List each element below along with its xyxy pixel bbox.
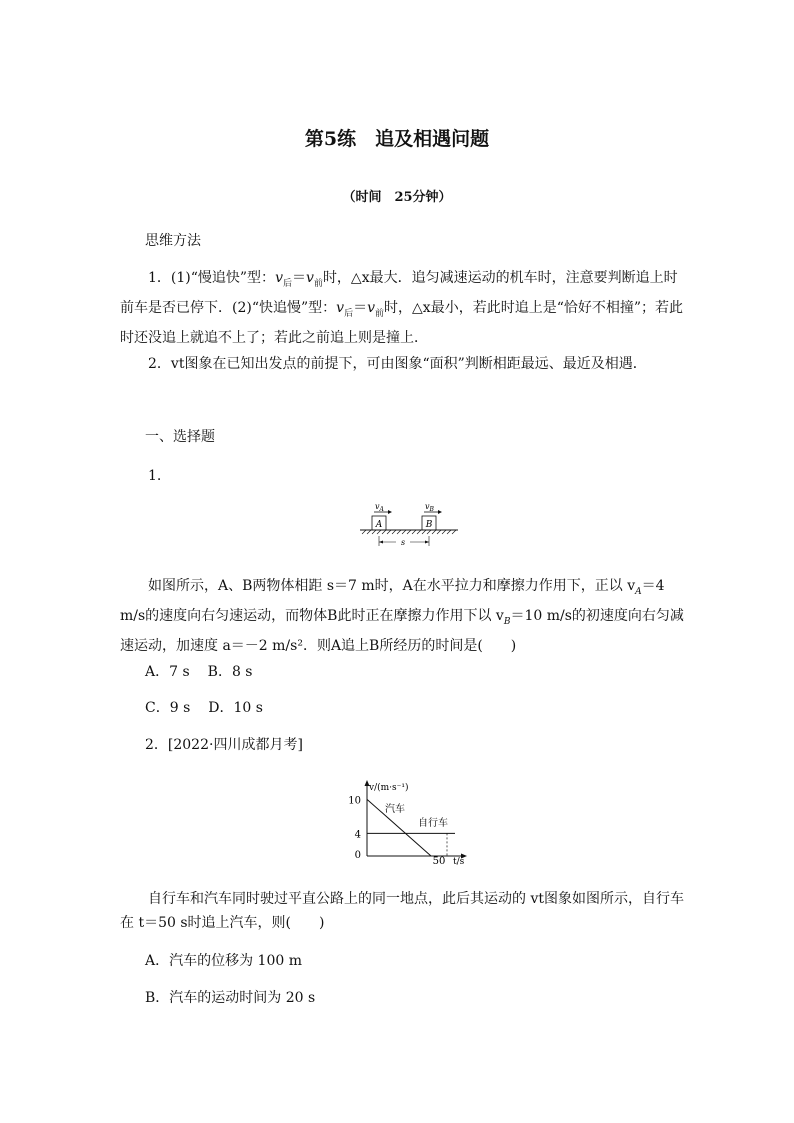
q1-option-b: B．8 s	[207, 664, 253, 680]
series-car-label: 汽车	[385, 804, 405, 815]
method-paragraph-2: 2．vt图象在已知出发点的前提下，可由图象“面积”判断相距最远、最近及相遇．	[148, 356, 647, 372]
q1-stem: 如图所示，A、B两物体相距 s＝7 m时，A在水平拉力和摩擦力作用下，正以 $v_A=4$ m/s的速度向右匀速运动，而物体B此时正在摩擦力作用下以 $v_B=10$ m/s的初速度向右匀减速运动，加速度 a＝－2 m/s²．则A追上B所经历的时间是( )	[120, 578, 684, 654]
section-heading: 一、选择题	[145, 429, 215, 445]
time-limit: （时间 25分钟）	[342, 190, 452, 205]
q1-option-c: C．9 s	[145, 700, 191, 716]
label-vb: $v_B$	[425, 502, 434, 513]
y-tick-4: 4	[354, 829, 361, 841]
q2-option-a: A．汽车的位移为 100 m	[145, 953, 303, 969]
label-va: $v_A$	[375, 502, 384, 513]
series-bike-label: 自行车	[418, 818, 448, 829]
q2-number: 2．[2022·四川成都月考]	[145, 737, 303, 753]
page-title: 第5练 追及相遇问题	[304, 128, 490, 150]
distance-label: s	[400, 538, 406, 547]
q1-options-row-2	[145, 696, 705, 720]
q1-option-d: D．10 s	[208, 700, 263, 716]
y-tick-10: 10	[348, 795, 361, 807]
q1-figure	[355, 498, 465, 552]
q1-number: 1.	[148, 468, 162, 484]
x-tick-50: 50	[432, 856, 446, 866]
q2-option-b: B．汽车的运动时间为 20 s	[145, 990, 316, 1006]
y-axis-label: v/(m·s⁻¹)	[369, 783, 409, 793]
q2-stem: 自行车和汽车同时驶过平直公路上的同一地点，此后其运动的 vt图象如图所示，自行车在 t＝50 s时追上汽车，则( )	[120, 891, 684, 931]
q2-vt-chart	[335, 776, 485, 866]
q1-options-row-1	[145, 660, 705, 684]
block-a-label: A	[375, 520, 383, 530]
method-heading: 思维方法	[145, 233, 201, 249]
q1-option-a: A．7 s	[145, 664, 190, 680]
x-axis-label: t/s	[453, 857, 465, 866]
ground-hatching	[362, 530, 456, 534]
method-paragraph-1: 1．(1)“慢追快”型：$v_后=v_前$时，△x最大．追匀减速运动的机车时，注意要判断追上时前车是否已停下．(2)“快追慢”型：$v_后=v_前$时，△x最小，若此时追上是“恰好不相撞”；若此时还没追上就追不上了；若此之前追上则是撞上．	[120, 270, 684, 346]
y-tick-0: 0	[354, 850, 361, 861]
block-b-label: B	[425, 520, 433, 530]
